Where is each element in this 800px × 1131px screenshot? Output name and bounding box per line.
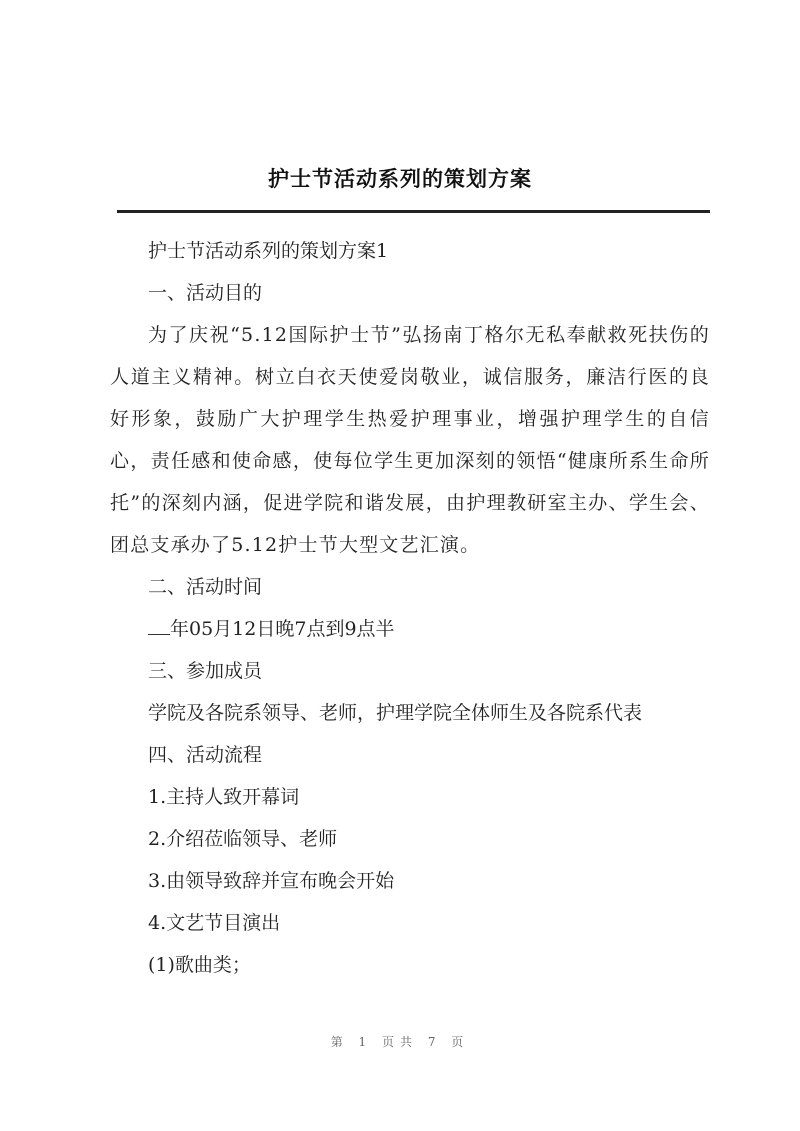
section-heading-time: 二、活动时间 [148, 576, 263, 598]
members-line: 学院及各院系领导、老师，护理学院全体师生及各院系代表 [148, 702, 643, 724]
process-step-3: 3.由领导致辞并宣布晚会开始 [148, 870, 395, 892]
date-blank-underline [148, 612, 170, 635]
activity-time-text: 年05月12日晚7点到9点半 [170, 618, 395, 640]
section-heading-purpose: 一、活动目的 [148, 282, 263, 304]
title-divider [117, 210, 710, 213]
process-step-4: 4.文艺节目演出 [148, 912, 281, 934]
process-step-1: 1.主持人致开幕词 [148, 786, 300, 808]
section-heading-plan: 护士节活动系列的策划方案1 [148, 240, 389, 262]
document-body [110, 230, 710, 986]
program-item-songs: (1)歌曲类； [148, 954, 251, 976]
section-heading-members: 三、参加成员 [148, 660, 263, 682]
process-step-2: 2.介绍莅临领导、老师 [148, 828, 338, 850]
document-title: 护士节活动系列的策划方案 [268, 166, 532, 191]
purpose-paragraph: 为了庆祝“5.12国际护士节”弘扬南丁格尔无私奉献救死扶伤的人道主义精神。树立白衣天使爱岗敬业，诚信服务，廉洁行医的良好形象，鼓励广大护理学生热爱护理事业，增强护理学生的自信心，责任感和使命感，使每位学生更加深刻的领悟“健康所系生命所托”的深刻内涵，促进学院和谐发展，由护理教研室主办、学生会、团总支承办了5.12护士节大型文艺汇演。 [110, 324, 710, 556]
activity-time-line [110, 608, 710, 650]
page-number-footer: 第 1 页共 7 页 [330, 1035, 470, 1049]
section-heading-process: 四、活动流程 [148, 744, 263, 766]
